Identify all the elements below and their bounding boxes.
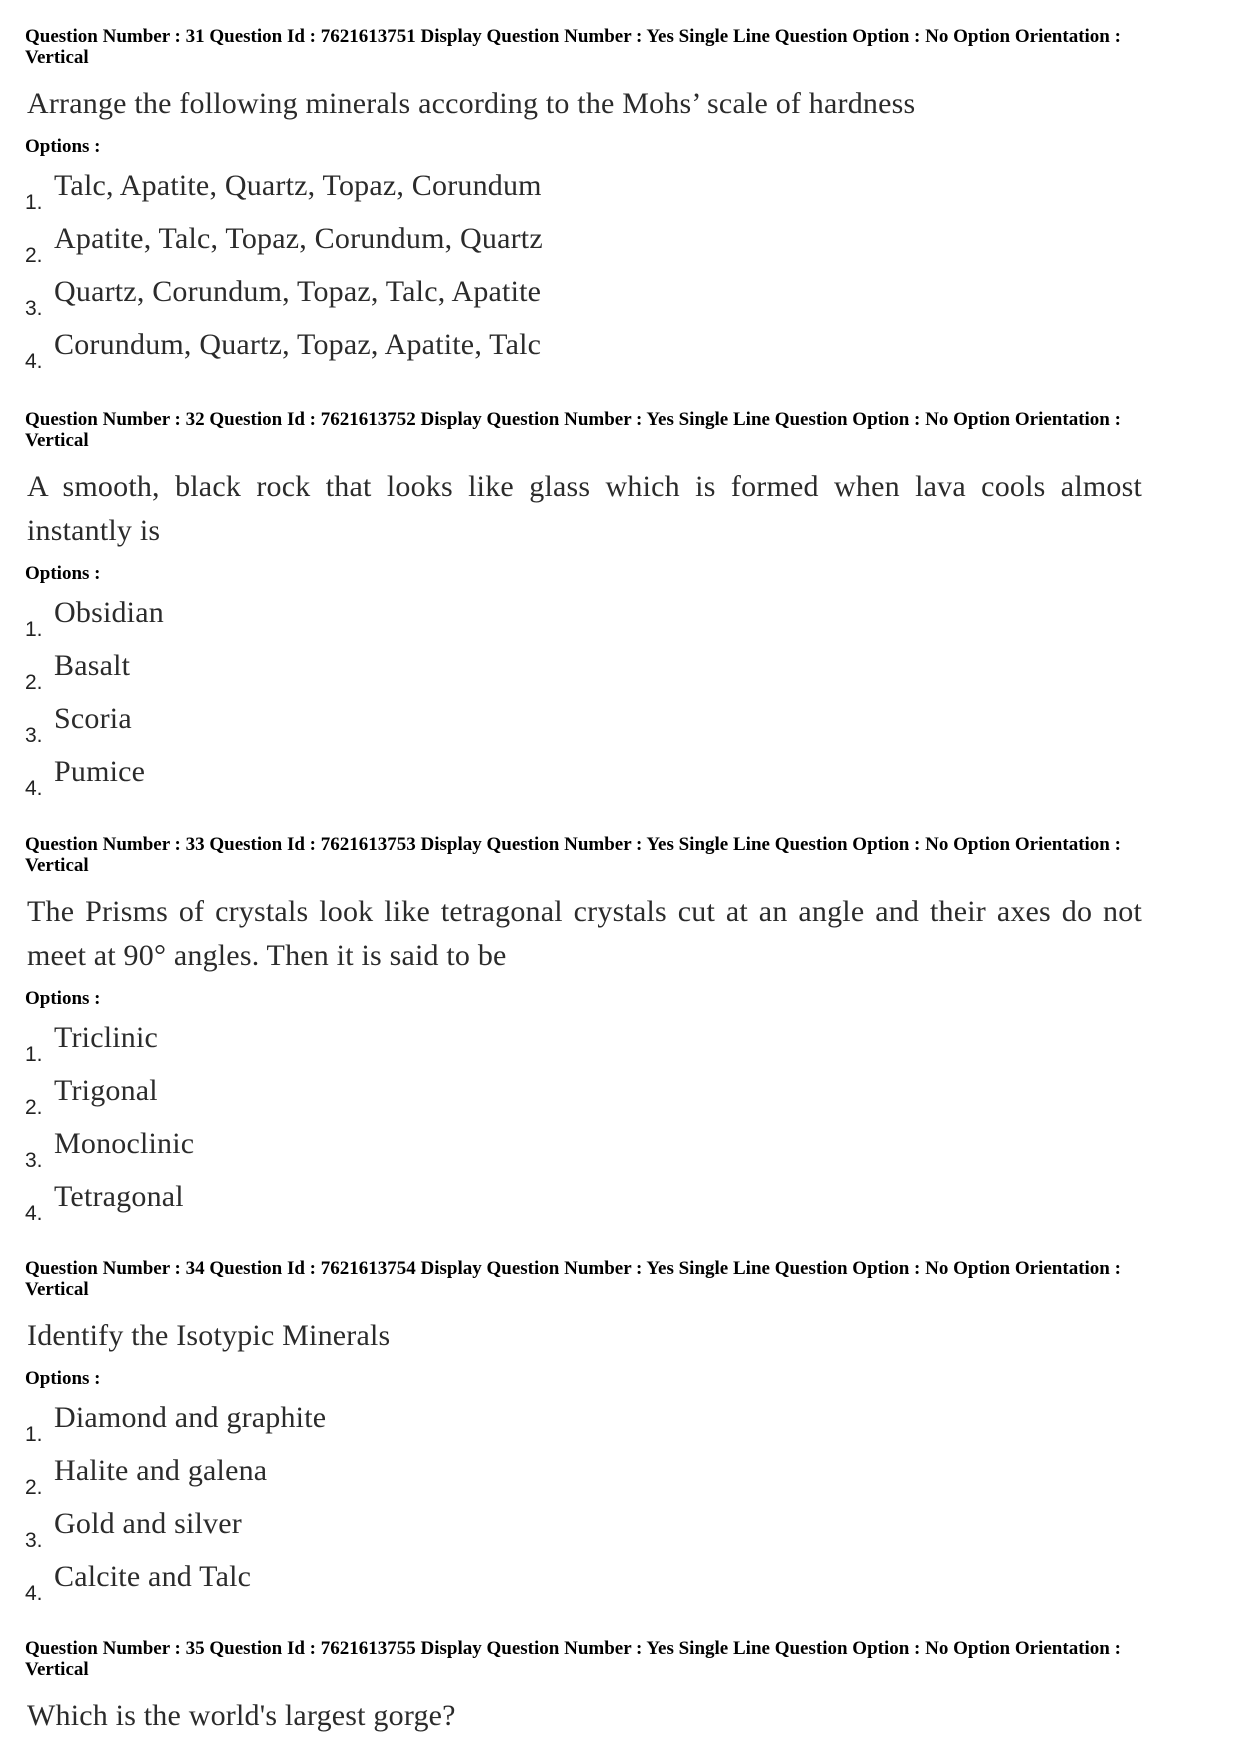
option-text: Gold and silver xyxy=(54,1507,242,1540)
options-label: Options : xyxy=(25,563,101,584)
option-2 xyxy=(25,1454,1155,1507)
option-2 xyxy=(25,222,1155,275)
option-number: 1. xyxy=(25,618,43,641)
option-2 xyxy=(25,649,1155,702)
option-text: Scoria xyxy=(54,702,132,735)
options-label: Options : xyxy=(25,988,101,1009)
question-text: Arrange the following minerals according to the Mohs’ scale of hardness xyxy=(27,87,916,120)
option-1 xyxy=(25,169,1155,222)
option-text: Quartz, Corundum, Topaz, Talc, Apatite xyxy=(54,275,542,308)
option-1 xyxy=(25,1401,1155,1454)
option-text: Calcite and Talc xyxy=(54,1560,252,1593)
option-3 xyxy=(25,275,1155,328)
option-number: 1. xyxy=(25,191,43,214)
option-text: Pumice xyxy=(54,755,146,788)
option-4 xyxy=(25,755,1155,808)
option-number: 2. xyxy=(25,244,43,267)
option-text: Apatite, Talc, Topaz, Corundum, Quartz xyxy=(54,222,543,255)
options-list xyxy=(25,596,1155,808)
question-meta: Question Number : 31 Question Id : 7621613751 Display Question Number : Yes Single Line Question Option : No Option Orientation : Vertical xyxy=(25,26,1121,68)
question-text: Identify the Isotypic Minerals xyxy=(27,1319,391,1352)
option-text: Tetragonal xyxy=(54,1180,184,1213)
question-meta: Question Number : 32 Question Id : 7621613752 Display Question Number : Yes Single Line Question Option : No Option Orientation : Vertical xyxy=(25,409,1121,451)
option-3 xyxy=(25,1507,1155,1560)
options-list xyxy=(25,1021,1155,1233)
option-number: 4. xyxy=(25,777,43,800)
option-text: Monoclinic xyxy=(54,1127,195,1160)
option-number: 3. xyxy=(25,724,43,747)
question-text: Which is the world's largest gorge? xyxy=(27,1699,456,1732)
question-34 xyxy=(25,1258,1155,1613)
option-text: Trigonal xyxy=(54,1074,158,1107)
option-number: 2. xyxy=(25,671,43,694)
option-number: 3. xyxy=(25,297,43,320)
option-text: Corundum, Quartz, Topaz, Apatite, Talc xyxy=(54,328,542,361)
option-text: Triclinic xyxy=(54,1021,159,1054)
option-number: 2. xyxy=(25,1096,43,1119)
option-number: 4. xyxy=(25,1202,43,1225)
question-text: The Prisms of crystals look like tetragonal crystals cut at an angle and their axes do not meet at 90° angles. Then it is said to be xyxy=(27,895,1142,972)
options-label: Options : xyxy=(25,1368,101,1389)
option-number: 1. xyxy=(25,1043,43,1066)
question-text: A smooth, black rock that looks like glass which is formed when lava cools almost instantly is xyxy=(27,470,1142,547)
option-3 xyxy=(25,1127,1155,1180)
option-1 xyxy=(25,596,1155,649)
option-text: Halite and galena xyxy=(54,1454,268,1487)
question-32 xyxy=(25,409,1155,808)
option-text: Basalt xyxy=(54,649,131,682)
question-meta: Question Number : 34 Question Id : 7621613754 Display Question Number : Yes Single Line Question Option : No Option Orientation : Vertical xyxy=(25,1258,1121,1300)
option-text: Diamond and graphite xyxy=(54,1401,327,1434)
option-number: 2. xyxy=(25,1476,43,1499)
option-number: 3. xyxy=(25,1529,43,1552)
option-number: 3. xyxy=(25,1149,43,1172)
options-label: Options : xyxy=(25,136,101,157)
options-list xyxy=(25,1401,1155,1613)
question-meta: Question Number : 35 Question Id : 7621613755 Display Question Number : Yes Single Line Question Option : No Option Orientation : Vertical xyxy=(25,1638,1121,1680)
option-4 xyxy=(25,1560,1155,1613)
options-list xyxy=(25,169,1155,381)
option-2 xyxy=(25,1074,1155,1127)
option-text: Obsidian xyxy=(54,596,164,629)
option-number: 1. xyxy=(25,1423,43,1446)
question-33 xyxy=(25,834,1155,1233)
question-meta: Question Number : 33 Question Id : 7621613753 Display Question Number : Yes Single Line Question Option : No Option Orientation : Vertical xyxy=(25,834,1121,876)
option-number: 4. xyxy=(25,350,43,373)
question-35 xyxy=(25,1638,1155,1738)
option-number: 4. xyxy=(25,1582,43,1605)
option-4 xyxy=(25,328,1155,381)
question-31 xyxy=(25,26,1155,381)
option-3 xyxy=(25,702,1155,755)
option-text: Talc, Apatite, Quartz, Topaz, Corundum xyxy=(54,169,542,202)
option-4 xyxy=(25,1180,1155,1233)
option-1 xyxy=(25,1021,1155,1074)
